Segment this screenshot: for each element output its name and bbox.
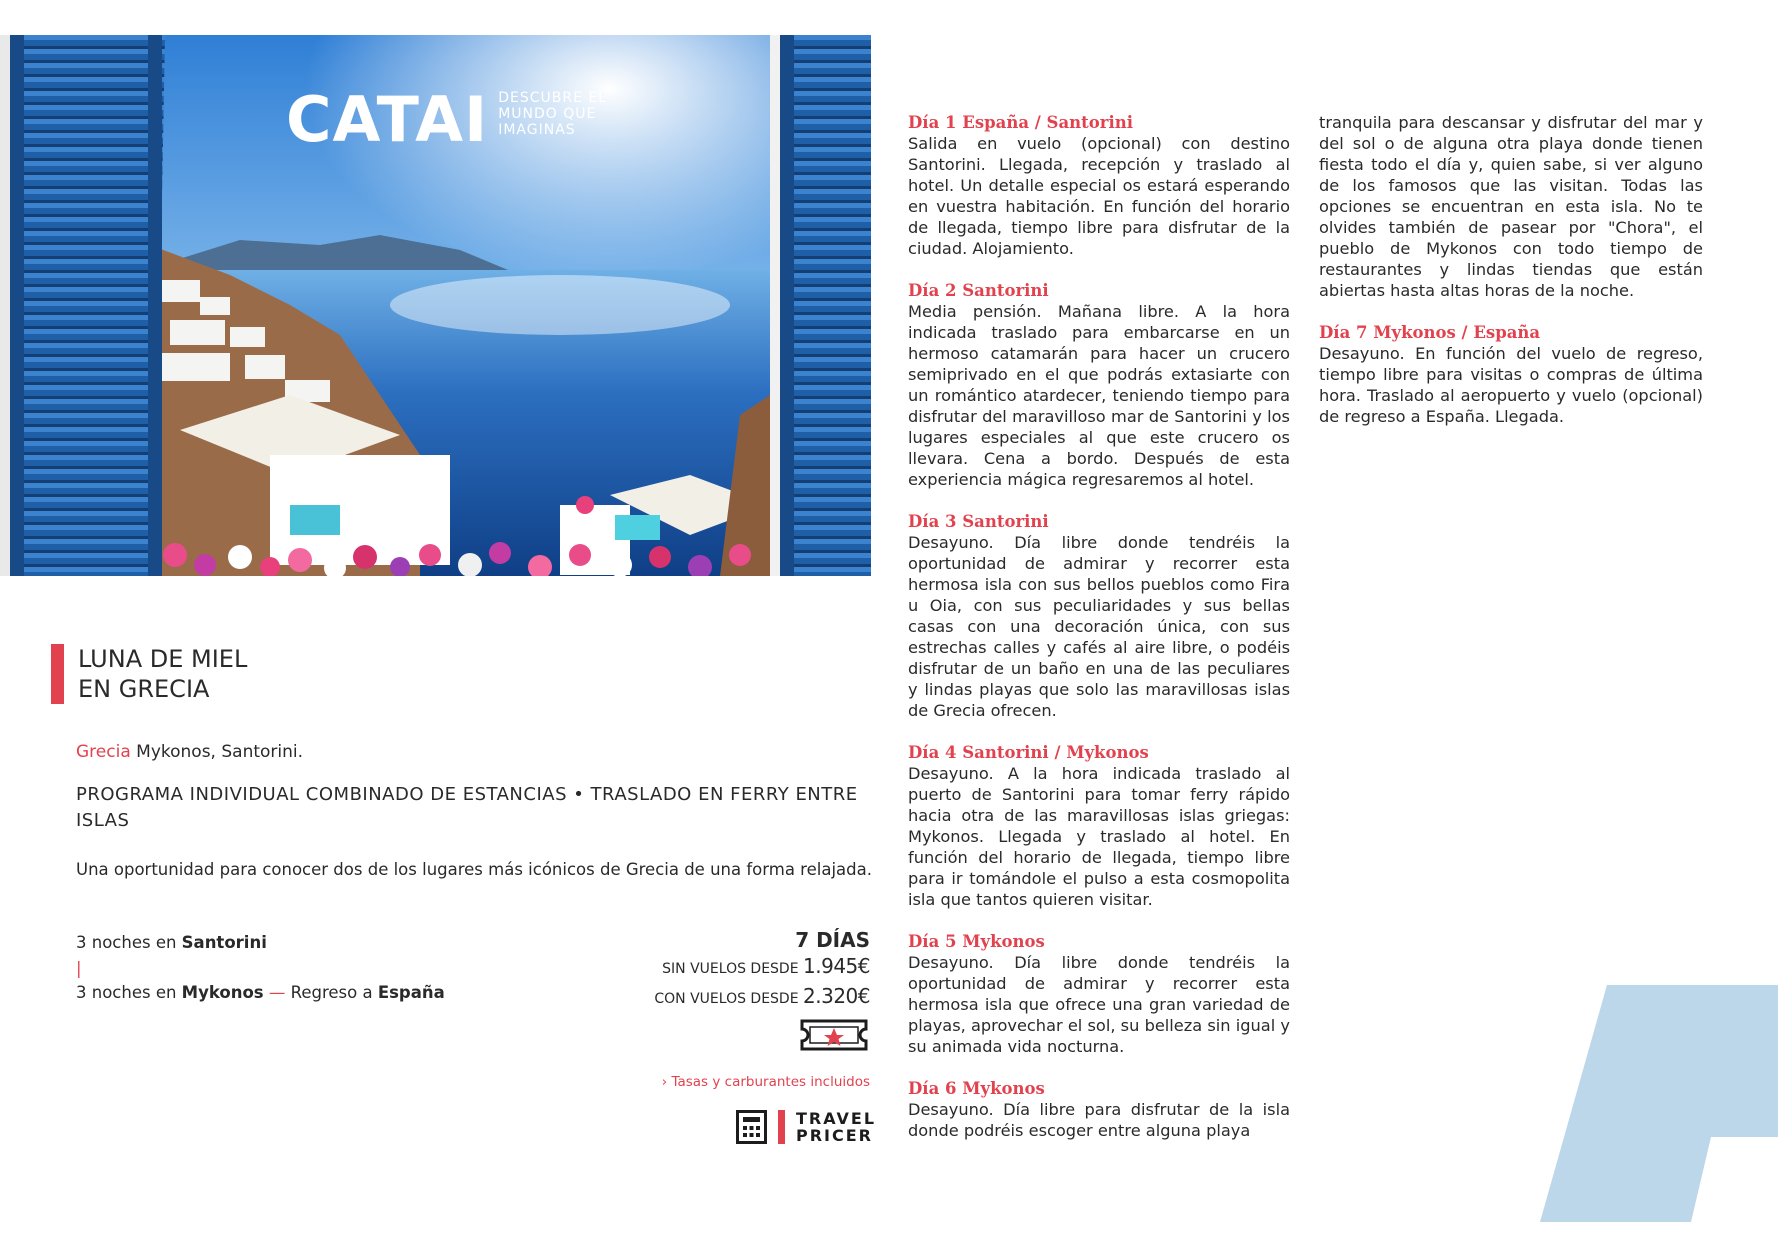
- itinerary-summary: [76, 930, 445, 1006]
- day-block-continued: tranquila para descansar y disfrutar del mar y del sol o de alguna otra playa donde tienen fiesta todo el día y, quien sabe, si ver alguno de los famosos que las visitan. Todas las opciones se encuentran en esta isla. No te olvides también de pasear por "Chora", el pueblo de Mykonos con todo tiempo de restaurantes y lindas tiendas que están abiertas hasta altas horas de la noche.: [1319, 113, 1703, 300]
- destination-country: Grecia: [76, 742, 131, 762]
- trip-duration: 7 DÍAS: [795, 928, 870, 952]
- program-type: PROGRAMA INDIVIDUAL COMBINADO DE ESTANCIAS • TRASLADO EN FERRY ENTRE ISLAS: [76, 784, 858, 831]
- ticket-icon: [798, 1017, 870, 1053]
- chevron-right-icon: ›: [661, 1074, 668, 1090]
- brand-tagline: DESCUBRE EL MUNDO QUE IMAGINAS: [498, 90, 608, 138]
- day-block: Día 7 Mykonos / España Desayuno. En función del vuelo de regreso, tiempo libre para visitas o compras de última hora. Traslado al aeropuerto y vuelo (opcional) de regreso a España. Llegada.: [1319, 323, 1703, 426]
- catai-logo: [286, 85, 616, 155]
- day-block: Día 1 España / Santorini Salida en vuelo (opcional) con destino Santorini. Llegada, recepción y traslado al hotel. Un detalle especial os estará esperando en vuestra habitación. En función del horario de llegada, tiempo libre para disfrutar de la ciudad. Alojamiento.: [908, 113, 1290, 258]
- decorative-shape: [1540, 985, 1778, 1222]
- calculator-icon: [736, 1110, 788, 1144]
- destination-places: Mykonos, Santorini.: [130, 742, 304, 762]
- destination-line: [76, 742, 303, 762]
- brand-name: CATAI: [286, 83, 489, 156]
- itinerary-column-1: [908, 112, 1290, 1162]
- day-block: Día 4 Santorini / Mykonos Desayuno. A la hora indicada traslado al puerto de Santorini para tomar ferry rápido hacia otra de las maravillosas islas griegas: Mykonos. Llegada y traslado al hotel. En función del horario de llegada, tiempo libre para ir tomándole el pulso a esta cosmopolita isla que tantos quieren visitar.: [908, 743, 1290, 909]
- day-block: Día 2 Santorini Media pensión. Mañana libre. A la hora indicada traslado para embarcarse en un hermoso catamarán para hacer un crucero semiprivado en el que podrás extasiarte con un romántico atardecer, teniendo tiempo para disfrutar del maravilloso mar de Santorini y los lugares especiales al que este crucero os llevara. Cena a bordo. Después de esta experiencia mágica regresaremos al hotel.: [908, 281, 1290, 489]
- pricing-block: [654, 927, 870, 1053]
- taxes-note: › Tasas y carburantes incluidos: [661, 1074, 870, 1090]
- day-block: Día 5 Mykonos Desayuno. Día libre donde tendréis la oportunidad de admirar y recorrer esta hermosa isla que ofrece una gran variedad de playas, aprovechar el sol, su belleza sin igual y su animada vida nocturna.: [908, 932, 1290, 1056]
- hero-image: [0, 35, 871, 576]
- trip-title: LUNA DE MIEL EN GRECIA: [51, 644, 378, 704]
- travel-pricer-logo: [736, 1110, 876, 1144]
- day-block: Día 6 Mykonos Desayuno. Día libre para disfrutar de la isla donde podréis escoger entre alguna playa: [908, 1079, 1290, 1140]
- itinerary-column-2: [1319, 112, 1703, 448]
- price-with-flights: CON VUELOS DESDE 2.320€: [654, 984, 870, 1008]
- travel-pricer-text: TRAVEL PRICER: [796, 1109, 877, 1145]
- itinerary-line-1: 3 noches en Santorini: [76, 933, 267, 952]
- price-without-flights: SIN VUELOS DESDE 1.945€: [662, 954, 870, 978]
- day-block: Día 3 Santorini Desayuno. Día libre donde tendréis la oportunidad de admirar y recorrer esta hermosa isla con sus bellos pueblos como Fira u Oia, con sus peculiaridades y sus bellas casas con una decoración única, con sus estrechas calles y cafés al aire libre, o podéis disfrutar de un baño en una de las peculiares y lindas playas que solo las maravillosas islas de Grecia ofrecen.: [908, 512, 1290, 720]
- itinerary-connector: |: [76, 959, 82, 978]
- trip-intro: Una oportunidad para conocer dos de los lugares más icónicos de Grecia de una forma relajada.: [76, 860, 872, 879]
- itinerary-line-2: 3 noches en Mykonos — Regreso a España: [76, 983, 445, 1002]
